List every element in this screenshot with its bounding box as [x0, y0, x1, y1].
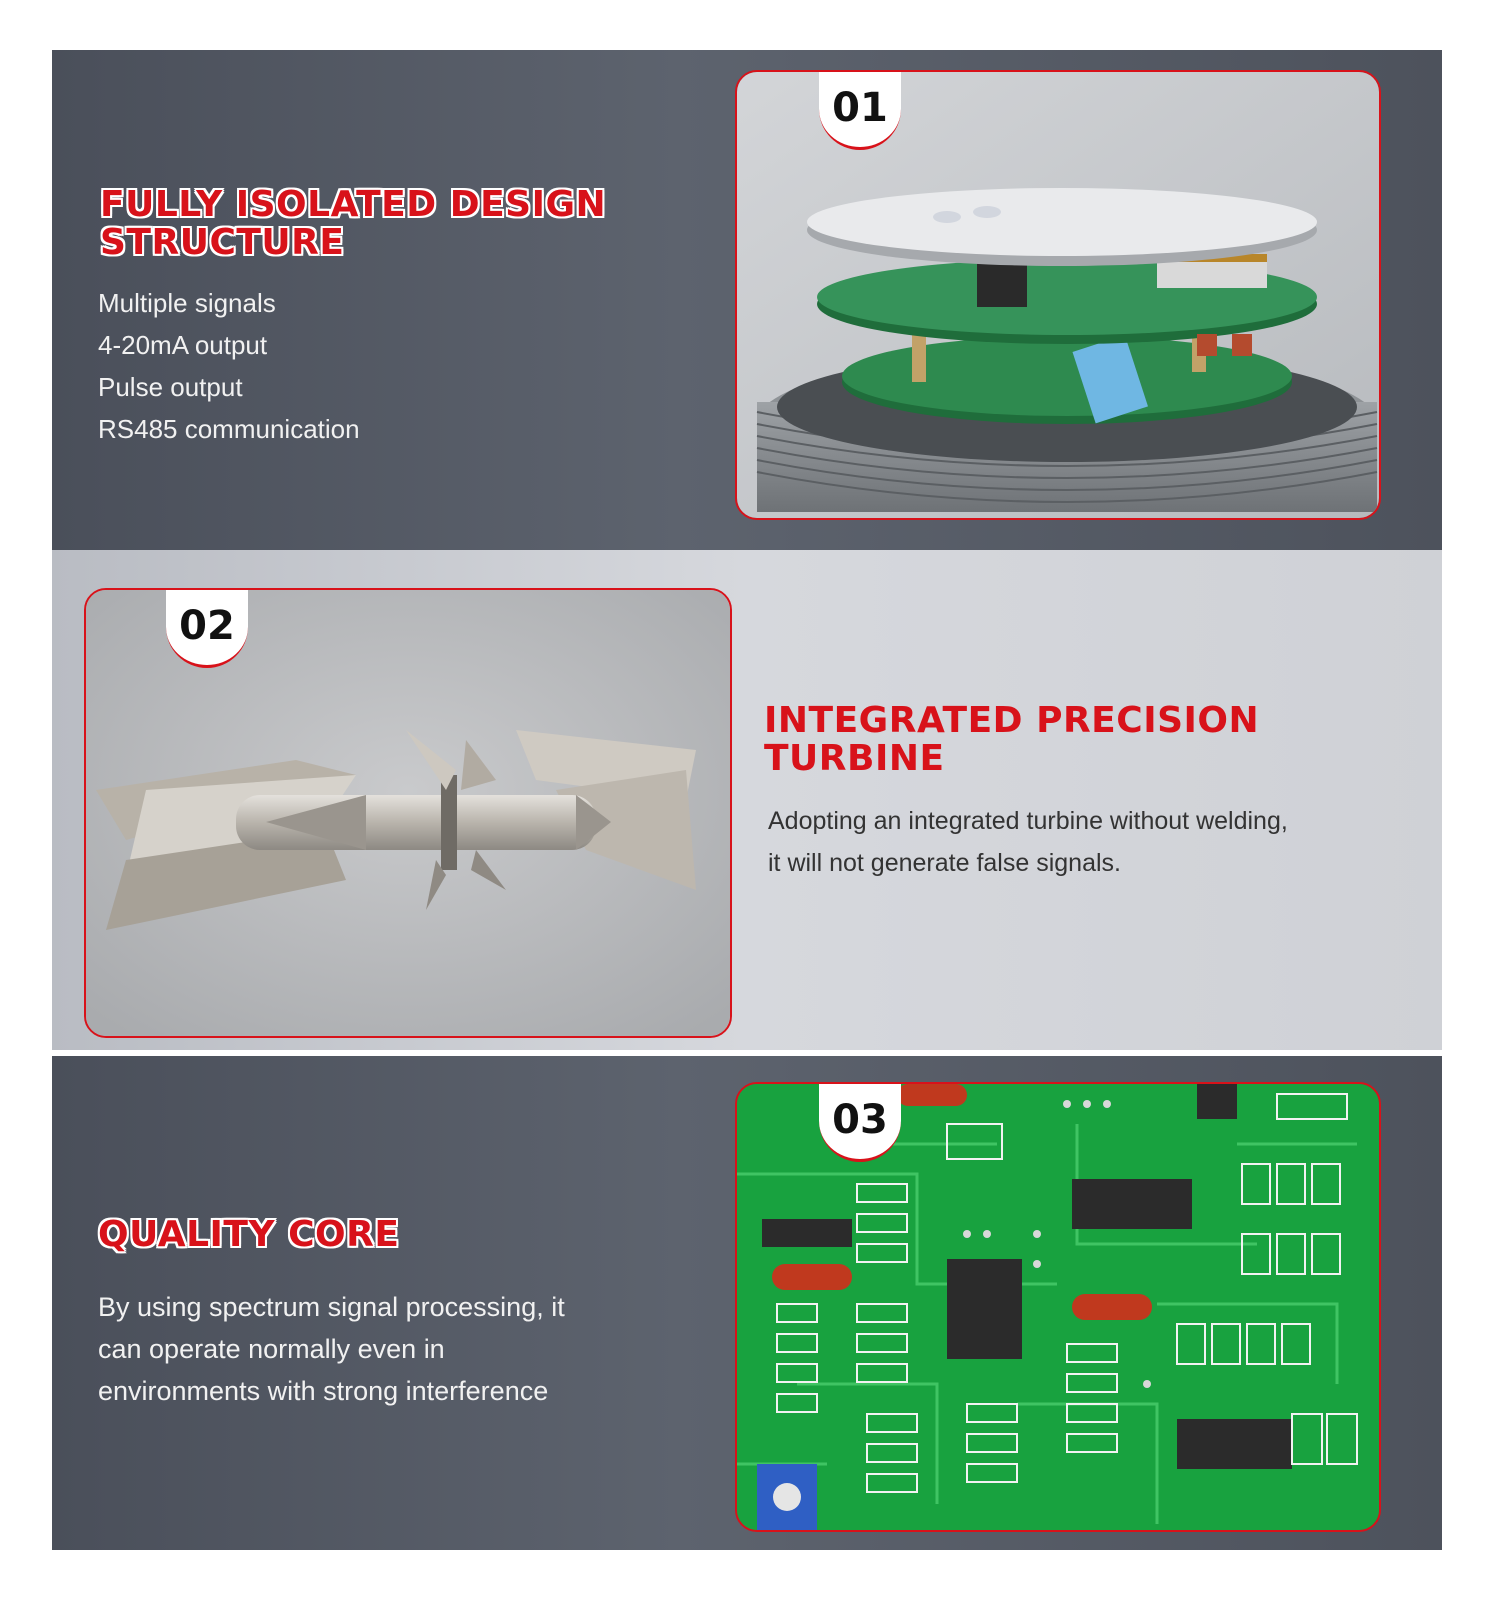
section-1-feature-list [98, 282, 360, 450]
section-2-description: Adopting an integrated turbine without welding, it will not generate false signals. [768, 807, 1288, 877]
feature-item: Multiple signals [98, 288, 276, 318]
section-3-image-card [735, 1082, 1381, 1532]
section-1-image-card [735, 70, 1381, 520]
section-3-number-badge: 03 [819, 1082, 901, 1162]
section-2-title: INTEGRATED PRECISION TURBINE [764, 700, 1260, 779]
section-3-band [52, 1056, 1442, 1550]
section-1-number-badge: 01 [819, 70, 901, 150]
feature-item: RS485 communication [98, 414, 360, 444]
feature-item: 4-20mA output [98, 330, 268, 360]
section-3-description: By using spectrum signal processing, it can operate normally even in environments with strong interference [98, 1292, 565, 1406]
section-3-title: QUALITY CORE [98, 1214, 400, 1255]
section-2-band [52, 550, 1442, 1050]
section-2-number-badge: 02 [166, 588, 248, 668]
section-1-band [52, 50, 1442, 550]
section-1-title: FULLY ISOLATED DESIGN STRUCTURE [100, 184, 607, 263]
feature-item: Pulse output [98, 372, 243, 402]
section-2-image-card [84, 588, 732, 1038]
